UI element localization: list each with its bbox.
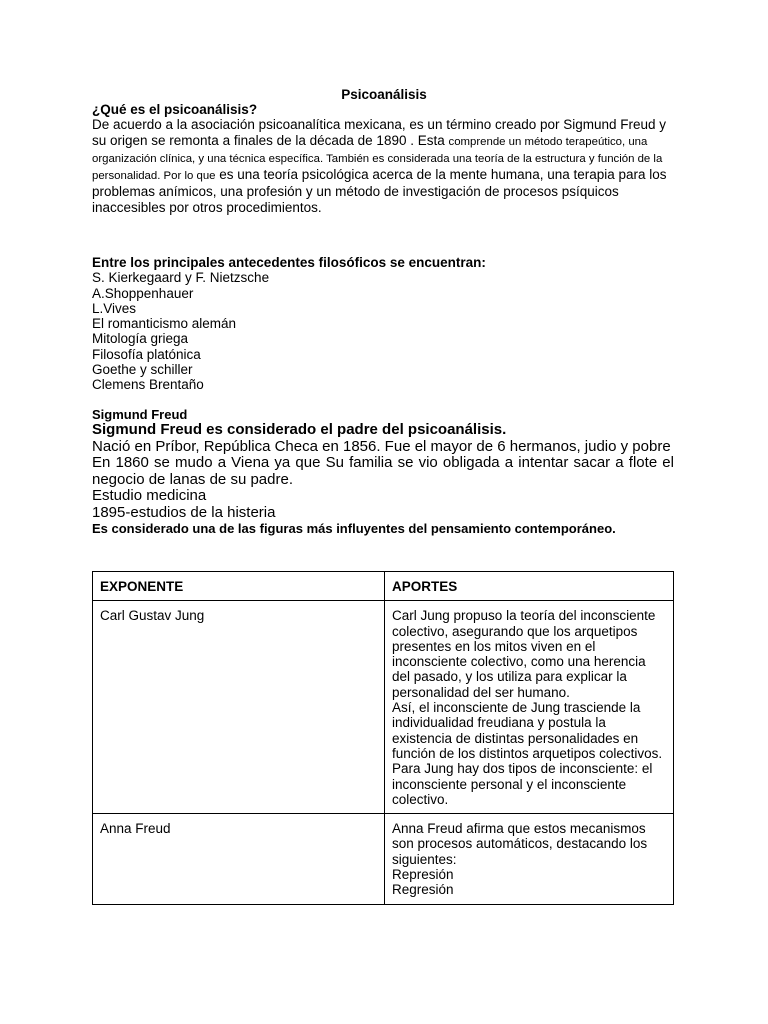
freud-heading: Sigmund Freud	[92, 407, 188, 422]
freud-bio-line: 1895-estudios de la histeria	[92, 503, 276, 521]
table-row	[93, 814, 674, 904]
aporte-paragraph: Así, el inconsciente de Jung trasciende la individualidad freudiana y postula la existencia de distintas personalidades en función de los distintos arquetipos colectivos.	[392, 700, 663, 761]
list-item: El romanticismo alemán	[92, 316, 237, 332]
list-item: Mitología griega	[92, 331, 189, 347]
intro-section	[92, 102, 674, 215]
column-header-exponente: EXPONENTE	[93, 572, 385, 601]
intro-text-part-1: De acuerdo a la asociación psicoanalítica mexicana, es un término creado por Sigmund Freud y su origen se remonta a finales de la década de 1890 . Esta	[92, 117, 667, 148]
list-item: L.Vives	[92, 300, 137, 316]
exponent-name: Carl Gustav Jung	[93, 601, 385, 814]
exponent-aportes	[385, 601, 674, 814]
table-row	[93, 601, 674, 814]
aporte-item: Represión	[392, 867, 454, 883]
exponent-name: Anna Freud	[93, 814, 385, 904]
intro-paragraph	[92, 117, 674, 215]
exponents-table	[92, 571, 674, 905]
freud-closing: Es considerado una de las figuras más influyentes del pensamiento contemporáneo.	[92, 521, 616, 536]
intro-text-part-3: es una teoría psicológica acerca de la mente humana, una terapia para los problemas anímicos, una profesión y un método de investigación de procesos psíquicos inaccesibles por otros procedimientos.	[92, 167, 667, 215]
exponent-aportes	[385, 814, 674, 904]
freud-bio-line: Nació en Príbor, República Checa en 1856. Fue el mayor de 6 hermanos, judio y pobre	[92, 437, 671, 455]
antecedents-section	[92, 255, 674, 393]
list-item: A.Shoppenhauer	[92, 285, 194, 301]
aporte-paragraph: Carl Jung propuso la teoría del inconsciente colectivo, asegurando que los arquetipos presentes en los mitos viven en el inconsciente colectivo, como una herencia del pasado, y los utiliza para explicar la personalidad del ser humano.	[392, 608, 656, 700]
intro-text-part-2: comprende un método terapeútico, una organización clínica, y una técnica específica. También es considerada una teoría de la estructura y función de la personalidad. Por lo que	[92, 135, 663, 183]
antecedents-heading: Entre los principales antecedentes filosóficos se encuentran:	[92, 255, 486, 270]
list-item: Goethe y schiller	[92, 362, 193, 378]
aporte-paragraph: Anna Freud afirma que estos mecanismos son procesos automáticos, destacando los siguientes:	[392, 821, 648, 867]
intro-question: ¿Qué es el psicoanálisis?	[92, 102, 258, 117]
list-item: S. Kierkegaard y F. Nietzsche	[92, 270, 270, 286]
list-item: Filosofía platónica	[92, 346, 201, 362]
document-title: Psicoanálisis	[341, 87, 427, 102]
antecedents-list	[92, 270, 674, 392]
freud-section	[92, 407, 674, 536]
freud-bio-line: Estudio medicina	[92, 487, 207, 504]
column-header-aportes: APORTES	[385, 572, 674, 601]
aporte-item: Regresión	[392, 882, 454, 898]
list-item: Clemens Brentaño	[92, 377, 204, 393]
aporte-paragraph: Para Jung hay dos tipos de inconsciente: el inconsciente personal y el inconsciente colectivo.	[392, 761, 653, 807]
freud-bio-line: En 1860 se mudo a Viena ya que Su familia se vio obligada a intentar sacar a flote el negocio de lanas de su padre.	[92, 454, 674, 488]
freud-lead: Sigmund Freud es considerado el padre del psicoanálisis.	[92, 421, 507, 438]
table-header-row	[93, 572, 674, 601]
